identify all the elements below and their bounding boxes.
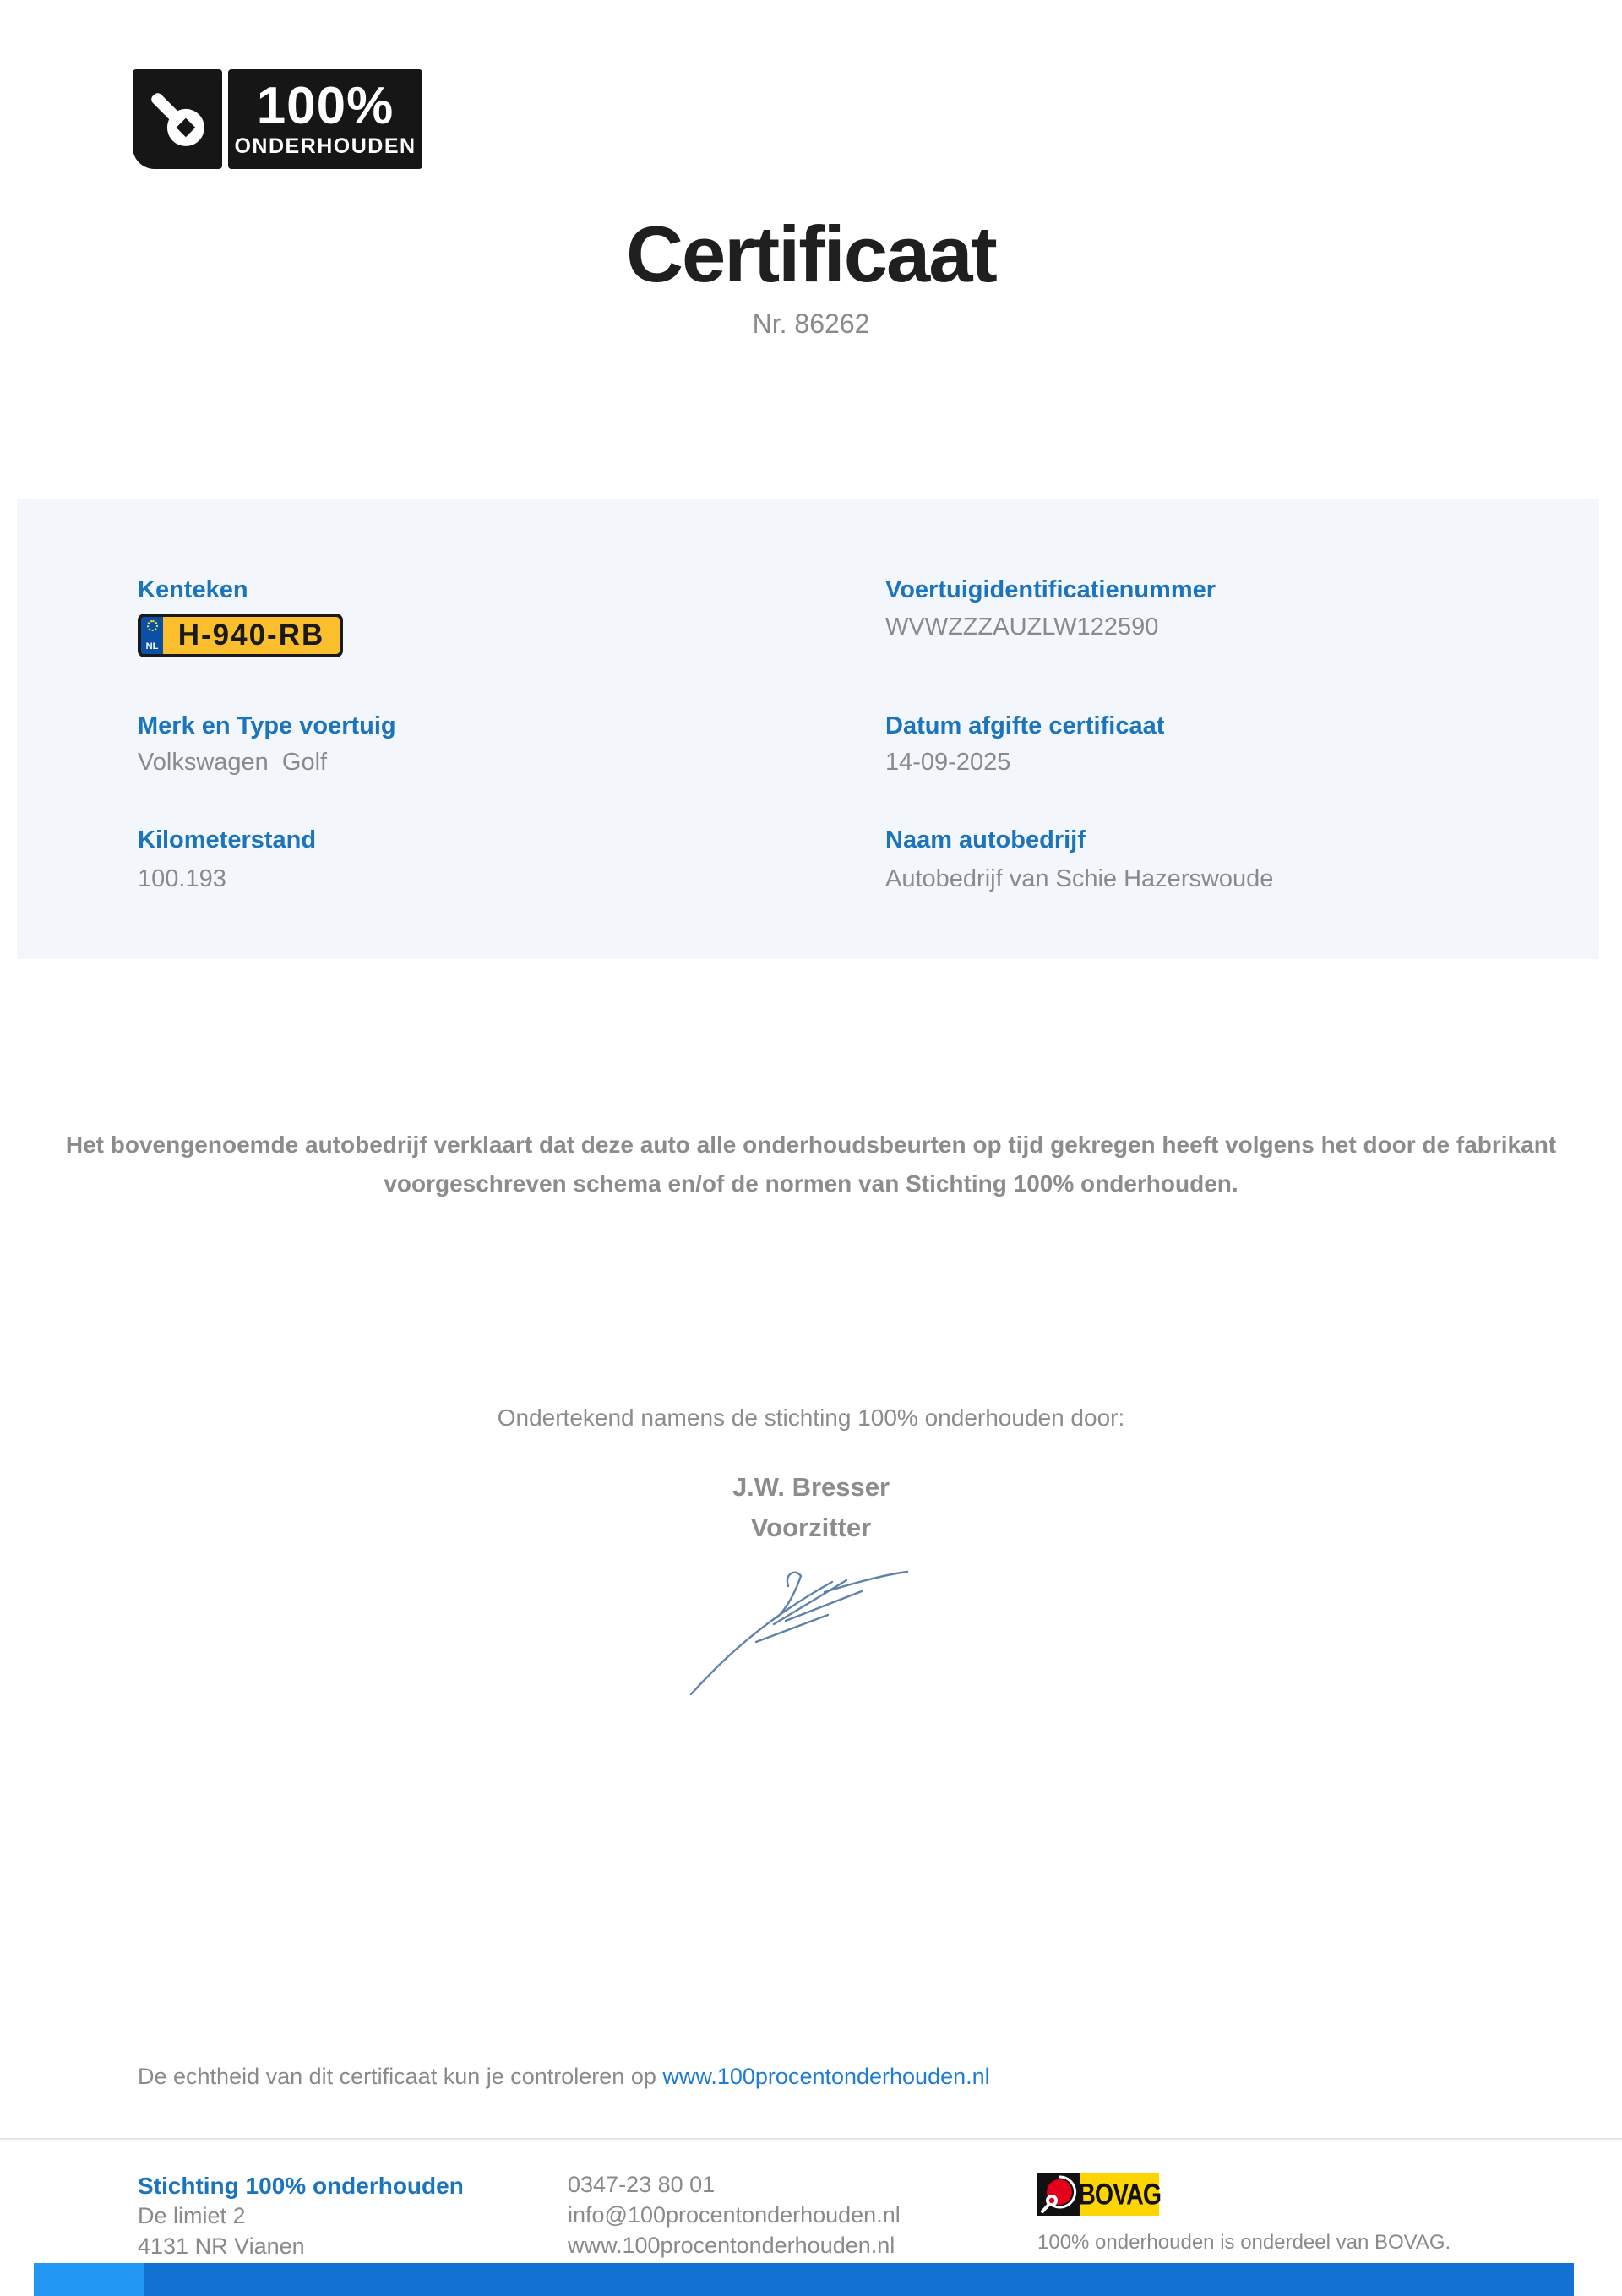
bovag-note: 100% onderhouden is onderdeel van BOVAG.	[1037, 2231, 1451, 2254]
bovag-logo	[1037, 2173, 1451, 2216]
footer-bovag	[1037, 2173, 1451, 2255]
license-plate	[138, 614, 343, 657]
footer-address-line2: 4131 NR Vianen	[138, 2233, 305, 2260]
eu-stars-icon	[147, 620, 158, 631]
datum-value-wrap	[885, 749, 1010, 777]
signer-name: J.W. Bresser	[732, 1472, 890, 1502]
footer-address-line1: De limiet 2	[138, 2203, 246, 2229]
license-plate-country: NL	[145, 641, 159, 652]
vin-label: Voertuigidentificatienummer	[885, 576, 1216, 603]
declaration-text: Het bovengenoemde autobedrijf verklaart dat deze auto alle onderhoudsbeurten op tijd gekregen heeft volgens het door de fabrikant voorgeschreven schema en/of de normen van Stichting 100% onderhouden.	[65, 1132, 1557, 1197]
license-plate-number: H-940-RB	[177, 619, 325, 652]
page-title: Certificaat	[626, 210, 996, 298]
merk-value-wrap	[138, 749, 327, 777]
signing-intro: Ondertekend namens de stichting 100% onderhouden door:	[497, 1404, 1125, 1431]
vin-value-wrap	[885, 614, 1158, 641]
merk-field	[138, 712, 396, 740]
naam-field	[885, 826, 1086, 854]
naam-value: Autobedrijf van Schie Hazerswoude	[885, 865, 1274, 892]
kenteken-field	[138, 576, 248, 604]
bovag-wordmark-text: BOVAG	[1078, 2177, 1161, 2211]
merk-value: Volkswagen Golf	[138, 749, 328, 776]
verify-link[interactable]: www.100procentonderhouden.nl	[662, 2064, 990, 2089]
km-label: Kilometerstand	[138, 826, 317, 854]
license-plate-eu-strip	[141, 617, 163, 654]
vin-value: WVWZZZAUZLW122590	[885, 614, 1159, 641]
kenteken-label: Kenteken	[138, 576, 248, 603]
signer-role: Voorzitter	[750, 1513, 872, 1542]
bottom-accent-bar-light-segment	[34, 2263, 144, 2296]
footer-contact	[568, 2170, 901, 2261]
bottom-accent-bar	[34, 2263, 1574, 2296]
bovag-icon	[1037, 2173, 1080, 2216]
brand-logo-onderhouden: ONDERHOUDEN	[234, 134, 416, 158]
bovag-emblem-icon	[1037, 2173, 1080, 2216]
naam-label: Naam autobedrijf	[885, 826, 1086, 854]
footer-email: info@100procentonderhouden.nl	[568, 2201, 901, 2228]
brand-logo-text	[228, 69, 422, 169]
title-block	[0, 210, 1622, 340]
wrench-logo-tile	[133, 69, 222, 169]
datum-label: Datum afgifte certificaat	[885, 712, 1165, 739]
brand-logo	[133, 69, 422, 169]
merk-label: Merk en Type voertuig	[138, 712, 396, 739]
datum-value: 14-09-2025	[885, 749, 1011, 776]
km-field	[138, 826, 316, 854]
vehicle-info-box	[17, 499, 1599, 959]
verify-line	[138, 2064, 990, 2090]
verify-text: De echtheid van dit certificaat kun je controleren op	[138, 2064, 663, 2089]
certificate-number: Nr. 86262	[752, 308, 870, 339]
footer-organisation	[138, 2170, 464, 2262]
footer-divider	[0, 2138, 1622, 2140]
naam-value-wrap	[885, 865, 1273, 893]
wrench-icon	[146, 84, 209, 155]
brand-logo-100: 100%	[256, 85, 395, 129]
vin-field	[885, 576, 1216, 604]
footer-website: www.100procentonderhouden.nl	[568, 2232, 895, 2258]
km-value: 100.193	[138, 865, 226, 892]
signature-image	[667, 1563, 955, 1728]
signature-scribble	[667, 1563, 955, 1724]
footer-phone: 0347-23 80 01	[568, 2172, 716, 2197]
km-value-wrap	[138, 865, 226, 893]
footer-org-name: Stichting 100% onderhouden	[138, 2173, 464, 2199]
datum-field	[885, 712, 1164, 740]
bovag-wordmark	[1080, 2173, 1159, 2216]
